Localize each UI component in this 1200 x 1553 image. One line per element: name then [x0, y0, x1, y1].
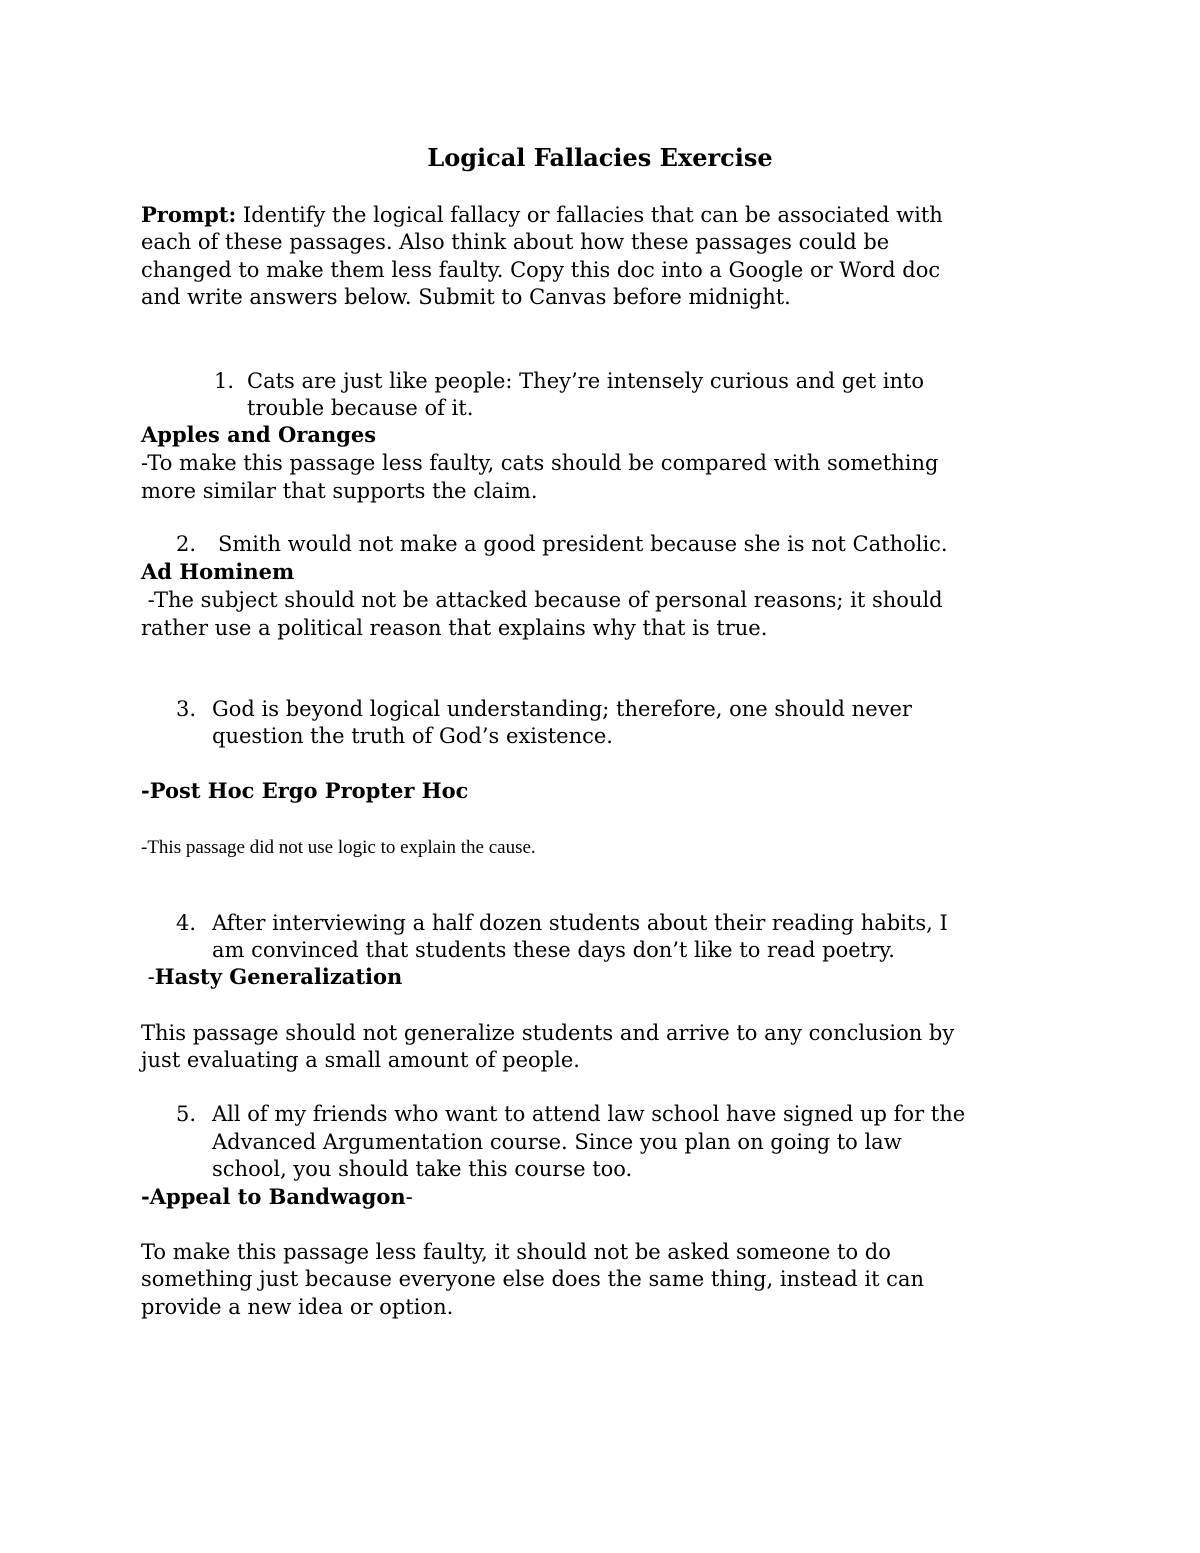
item-4-line-2: am convinced that students these days don’t like to read poetry. [212, 938, 895, 962]
item-4-line-1: After interviewing a half dozen students about their reading habits, I [212, 911, 948, 935]
prompt-text-1: Identify the logical fallacy or fallacies that can be associated with [236, 203, 943, 227]
item-5-answer-3: provide a new idea or option. [141, 1295, 454, 1319]
item-5-line-3: school, you should take this course too. [212, 1157, 633, 1181]
item-2-answer-1: -The subject should not be attacked because of personal reasons; it should [141, 588, 943, 612]
item-3-number: 3. [176, 697, 197, 721]
item-5-line-2: Advanced Argumentation course. Since you plan on going to law [212, 1130, 902, 1154]
item-5-fallacy: -Appeal to Bandwagon [141, 1184, 406, 1209]
item-4-fallacy-prefix: - [141, 965, 155, 989]
item-1-answer-1: -To make this passage less faulty, cats should be compared with something [141, 451, 939, 475]
item-5-fallacy-suffix: - [405, 1185, 413, 1209]
item-2-answer-2: rather use a political reason that explains why that is true. [141, 616, 768, 640]
item-4-answer-1: This passage should not generalize students and arrive to any conclusion by [141, 1021, 955, 1045]
prompt-line-2: each of these passages. Also think about how these passages could be [141, 230, 890, 254]
item-4-fallacy: Hasty Generalization [154, 964, 403, 989]
item-5-fallacy-line [141, 1183, 413, 1211]
item-4-fallacy-line [141, 963, 402, 991]
item-4-answer-2: just evaluating a small amount of people. [141, 1048, 580, 1072]
document-title: Logical Fallacies Exercise [427, 143, 773, 172]
item-3-line-2: question the truth of God’s existence. [212, 724, 613, 748]
item-4-number: 4. [176, 911, 197, 935]
prompt-line-3: changed to make them less faulty. Copy this doc into a Google or Word doc [141, 258, 941, 282]
prompt-label: Prompt: [141, 202, 237, 227]
item-5-answer-1: To make this passage less faulty, it should not be asked someone to do [141, 1240, 891, 1264]
item-5-number: 5. [176, 1102, 197, 1126]
item-2-line-1: Smith would not make a good president because she is not Catholic. [218, 532, 948, 556]
prompt-line-1 [141, 201, 943, 229]
item-1-fallacy: Apples and Oranges [141, 422, 377, 447]
item-5-answer-2: something just because everyone else does the same thing, instead it can [141, 1267, 924, 1291]
item-1-line-1: Cats are just like people: They’re intensely curious and get into [247, 369, 925, 393]
item-1-number: 1. [214, 369, 235, 393]
item-3-answer-1: -This passage did not use logic to explain the cause. [141, 837, 536, 858]
item-5-line-1: All of my friends who want to attend law school have signed up for the [212, 1102, 966, 1126]
prompt-line-4: and write answers below. Submit to Canvas before midnight. [141, 285, 791, 309]
item-1-answer-2: more similar that supports the claim. [141, 479, 538, 503]
item-3-line-1: God is beyond logical understanding; therefore, one should never [212, 697, 912, 721]
item-1-line-2: trouble because of it. [247, 396, 474, 420]
item-2-number: 2. [176, 532, 197, 556]
item-2-fallacy: Ad Hominem [141, 559, 295, 584]
item-3-fallacy: -Post Hoc Ergo Propter Hoc [141, 778, 469, 803]
